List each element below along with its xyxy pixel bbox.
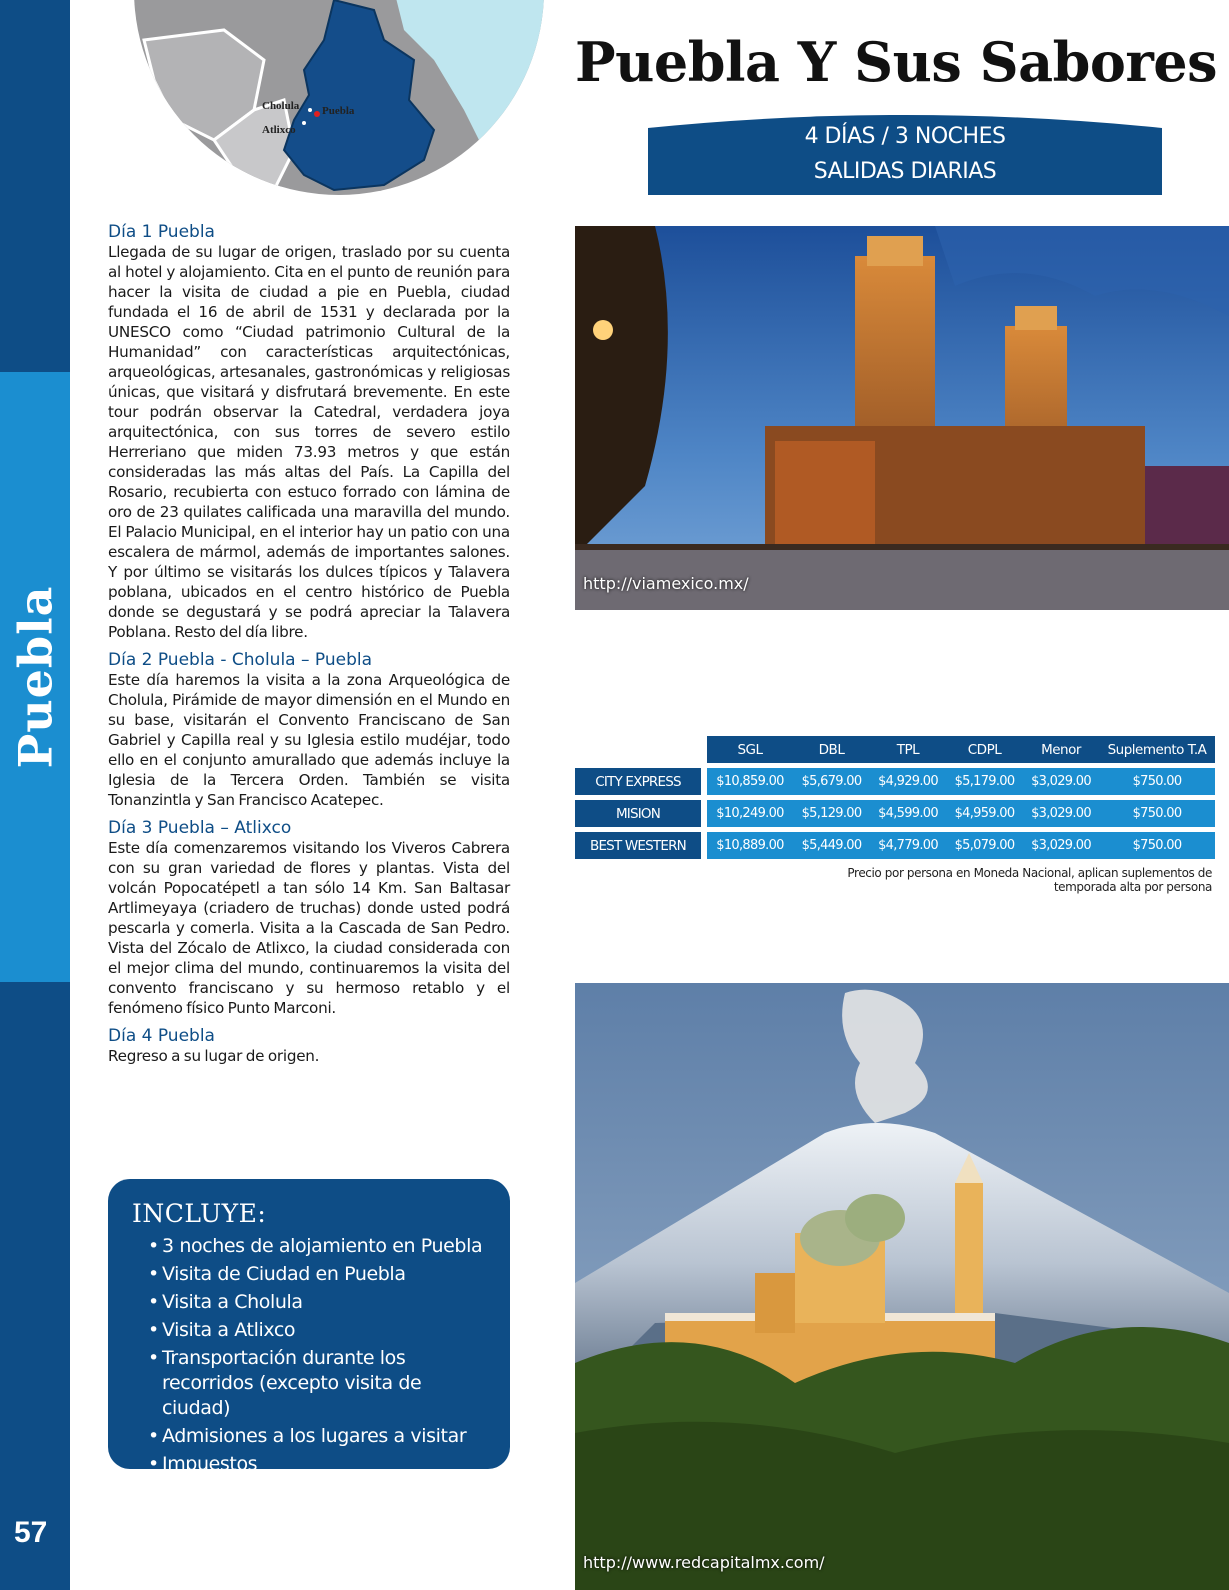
price-cell: $4,779.00 xyxy=(870,832,946,859)
volcano-church-photo xyxy=(575,983,1229,1590)
price-cell: $3,029.00 xyxy=(1023,768,1099,795)
list-item: • Visita de Ciudad en Puebla xyxy=(148,1262,488,1287)
price-cell: $10,249.00 xyxy=(707,800,793,827)
region-map xyxy=(134,0,544,196)
itinerary xyxy=(108,222,510,1074)
price-cell: $10,859.00 xyxy=(707,768,793,795)
list-item: • 3 noches de alojamiento en Puebla xyxy=(148,1234,488,1259)
table-row xyxy=(575,832,1215,859)
column-header: Suplemento T.A xyxy=(1099,736,1215,763)
price-cell: $3,029.00 xyxy=(1023,800,1099,827)
list-item: • Impuestos xyxy=(148,1452,488,1477)
puebla-marker xyxy=(314,111,320,117)
list-item: • Visita a Atlixco xyxy=(148,1318,488,1343)
cathedral-illustration xyxy=(575,226,1229,610)
photo-credit: http://viamexico.mx/ xyxy=(583,574,749,593)
list-item: • Admisiones a los lugares a visitar xyxy=(148,1424,488,1449)
price-cell: $5,129.00 xyxy=(793,800,870,827)
day-title: Día 4 Puebla xyxy=(108,1026,215,1046)
hotel-name: CITY EXPRESS xyxy=(575,768,701,795)
column-header: SGL xyxy=(707,736,793,763)
includes-list xyxy=(132,1234,488,1477)
banner-duration: 4 DÍAS / 3 NOCHES xyxy=(804,124,1006,149)
price-cell: $750.00 xyxy=(1099,800,1215,827)
price-note-line: temporada alta por persona xyxy=(1053,880,1212,894)
region-label-text: Puebla xyxy=(8,585,62,769)
price-table xyxy=(575,736,1215,859)
column-header: TPL xyxy=(870,736,946,763)
day-description: Este día haremos la visita a la zona Arqueológica de Cholula, Pirámide de mayor dimensión en el Mundo en su base, visitarán el Convento Franciscano de San Gabriel y Capilla real y su Iglesia estilo mudéjar, todo ello en el conjunto amurallado que además incluye la Iglesia de la Tercera Orden. También se visita Tonanzintla y San Francisco Acatepec. xyxy=(108,671,510,809)
price-cell: $5,179.00 xyxy=(946,768,1023,795)
sidebar-band-bottom xyxy=(0,982,70,1590)
price-note-line: Precio por persona en Moneda Nacional, aplican suplementos de xyxy=(847,866,1212,880)
hotel-name: MISION xyxy=(575,800,701,827)
price-cell: $5,079.00 xyxy=(946,832,1023,859)
itinerary-day xyxy=(108,1026,510,1066)
photo-credit: http://www.redcapitalmx.com/ xyxy=(583,1553,825,1572)
day-title: Día 1 Puebla xyxy=(108,222,215,242)
price-cell: $4,599.00 xyxy=(870,800,946,827)
day-description: Este día comenzaremos visitando los Viveros Cabrera con su gran variedad de flores y plantas. Vista del volcán Popocatépetl a tan sólo 14 Km. San Baltasar Artlimeyaya (criadero de truchas) donde usted podrá pescarla y comerla. Visita a la Cascada de San Pedro. Vista del Zócalo de Atlixco, la ciudad considerada con el mejor clima del mundo, continuaremos la visita del convento franciscano y su hermoso retablo y el fenómeno físico Punto Marconi. xyxy=(108,839,510,1017)
sidebar-region-label xyxy=(0,372,70,982)
table-row xyxy=(575,768,1215,795)
includes-title: INCLUYE: xyxy=(132,1199,267,1228)
price-cell: $3,029.00 xyxy=(1023,832,1099,859)
itinerary-day xyxy=(108,818,510,1018)
column-header: CDPL xyxy=(946,736,1023,763)
day-title: Día 3 Puebla – Atlixco xyxy=(108,818,292,838)
day-description: Llegada de su lugar de origen, traslado por su cuenta al hotel y alojamiento. Cita en el punto de reunión para hacer la visita de ciudad a pie en Puebla, ciudad fundada el 16 de abril de 1531 y declarada por la UNESCO como “Ciudad patrimonio Cultural de la Humanidad” con características arquitectónicas, arqueológicas, artesanales, gastronómicas y religiosas únicas, que visitará y disfrutará brevemente. En este tour podrán observar la Catedral, verdadera joya arquitectónica, con sus torres de severo estilo Herreriano que miden 73.93 metros y que están consideradas las más altas del País. La Capilla del Rosario, recubierta con estuco forrado con lámina de oro de 23 quilates calificada una maravilla del mundo. El Palacio Municipal, en el interior hay un patio con una escalera de mármol, además de importantes salones. Y por último se visitarás los dulces típicos y Talavera poblana, ubicados en el centro histórico de Puebla donde se degustará y se podrá apreciar la Talavera Poblana. Resto del día libre. xyxy=(108,243,510,641)
duration-banner xyxy=(648,108,1162,195)
price-cell: $4,929.00 xyxy=(870,768,946,795)
includes-box xyxy=(108,1179,510,1475)
banner-departures: SALIDAS DIARIAS xyxy=(813,159,997,184)
map-label-atlixco: Atlixco xyxy=(262,124,296,136)
sidebar-band-top xyxy=(0,0,70,372)
price-cell: $750.00 xyxy=(1099,832,1215,859)
column-header: Menor xyxy=(1023,736,1099,763)
price-table-header xyxy=(707,736,1215,763)
cathedral-photo xyxy=(575,226,1229,610)
list-item: • Visita a Cholula xyxy=(148,1290,488,1315)
itinerary-day xyxy=(108,650,510,810)
map-label-puebla: Puebla xyxy=(322,105,355,117)
table-row xyxy=(575,800,1215,827)
price-note xyxy=(820,866,1212,894)
volcano-illustration xyxy=(575,983,1229,1590)
map-graphic xyxy=(134,0,544,196)
price-cell: $4,959.00 xyxy=(946,800,1023,827)
itinerary-day xyxy=(108,222,510,642)
page-title: Puebla Y Sus Sabores xyxy=(575,30,1218,94)
column-header: DBL xyxy=(793,736,870,763)
page-number: 57 xyxy=(14,1516,48,1549)
day-title: Día 2 Puebla - Cholula – Puebla xyxy=(108,650,373,670)
day-description: Regreso a su lugar de origen. xyxy=(108,1047,320,1065)
price-cell: $5,679.00 xyxy=(793,768,870,795)
list-item: • Transportación durante los recorridos (excepto visita de ciudad) xyxy=(148,1346,488,1421)
price-cell: $10,889.00 xyxy=(707,832,793,859)
price-cell: $5,449.00 xyxy=(793,832,870,859)
hotel-name: BEST WESTERN xyxy=(575,832,701,859)
price-cell: $750.00 xyxy=(1099,768,1215,795)
map-label-cholula: Cholula xyxy=(262,100,300,112)
